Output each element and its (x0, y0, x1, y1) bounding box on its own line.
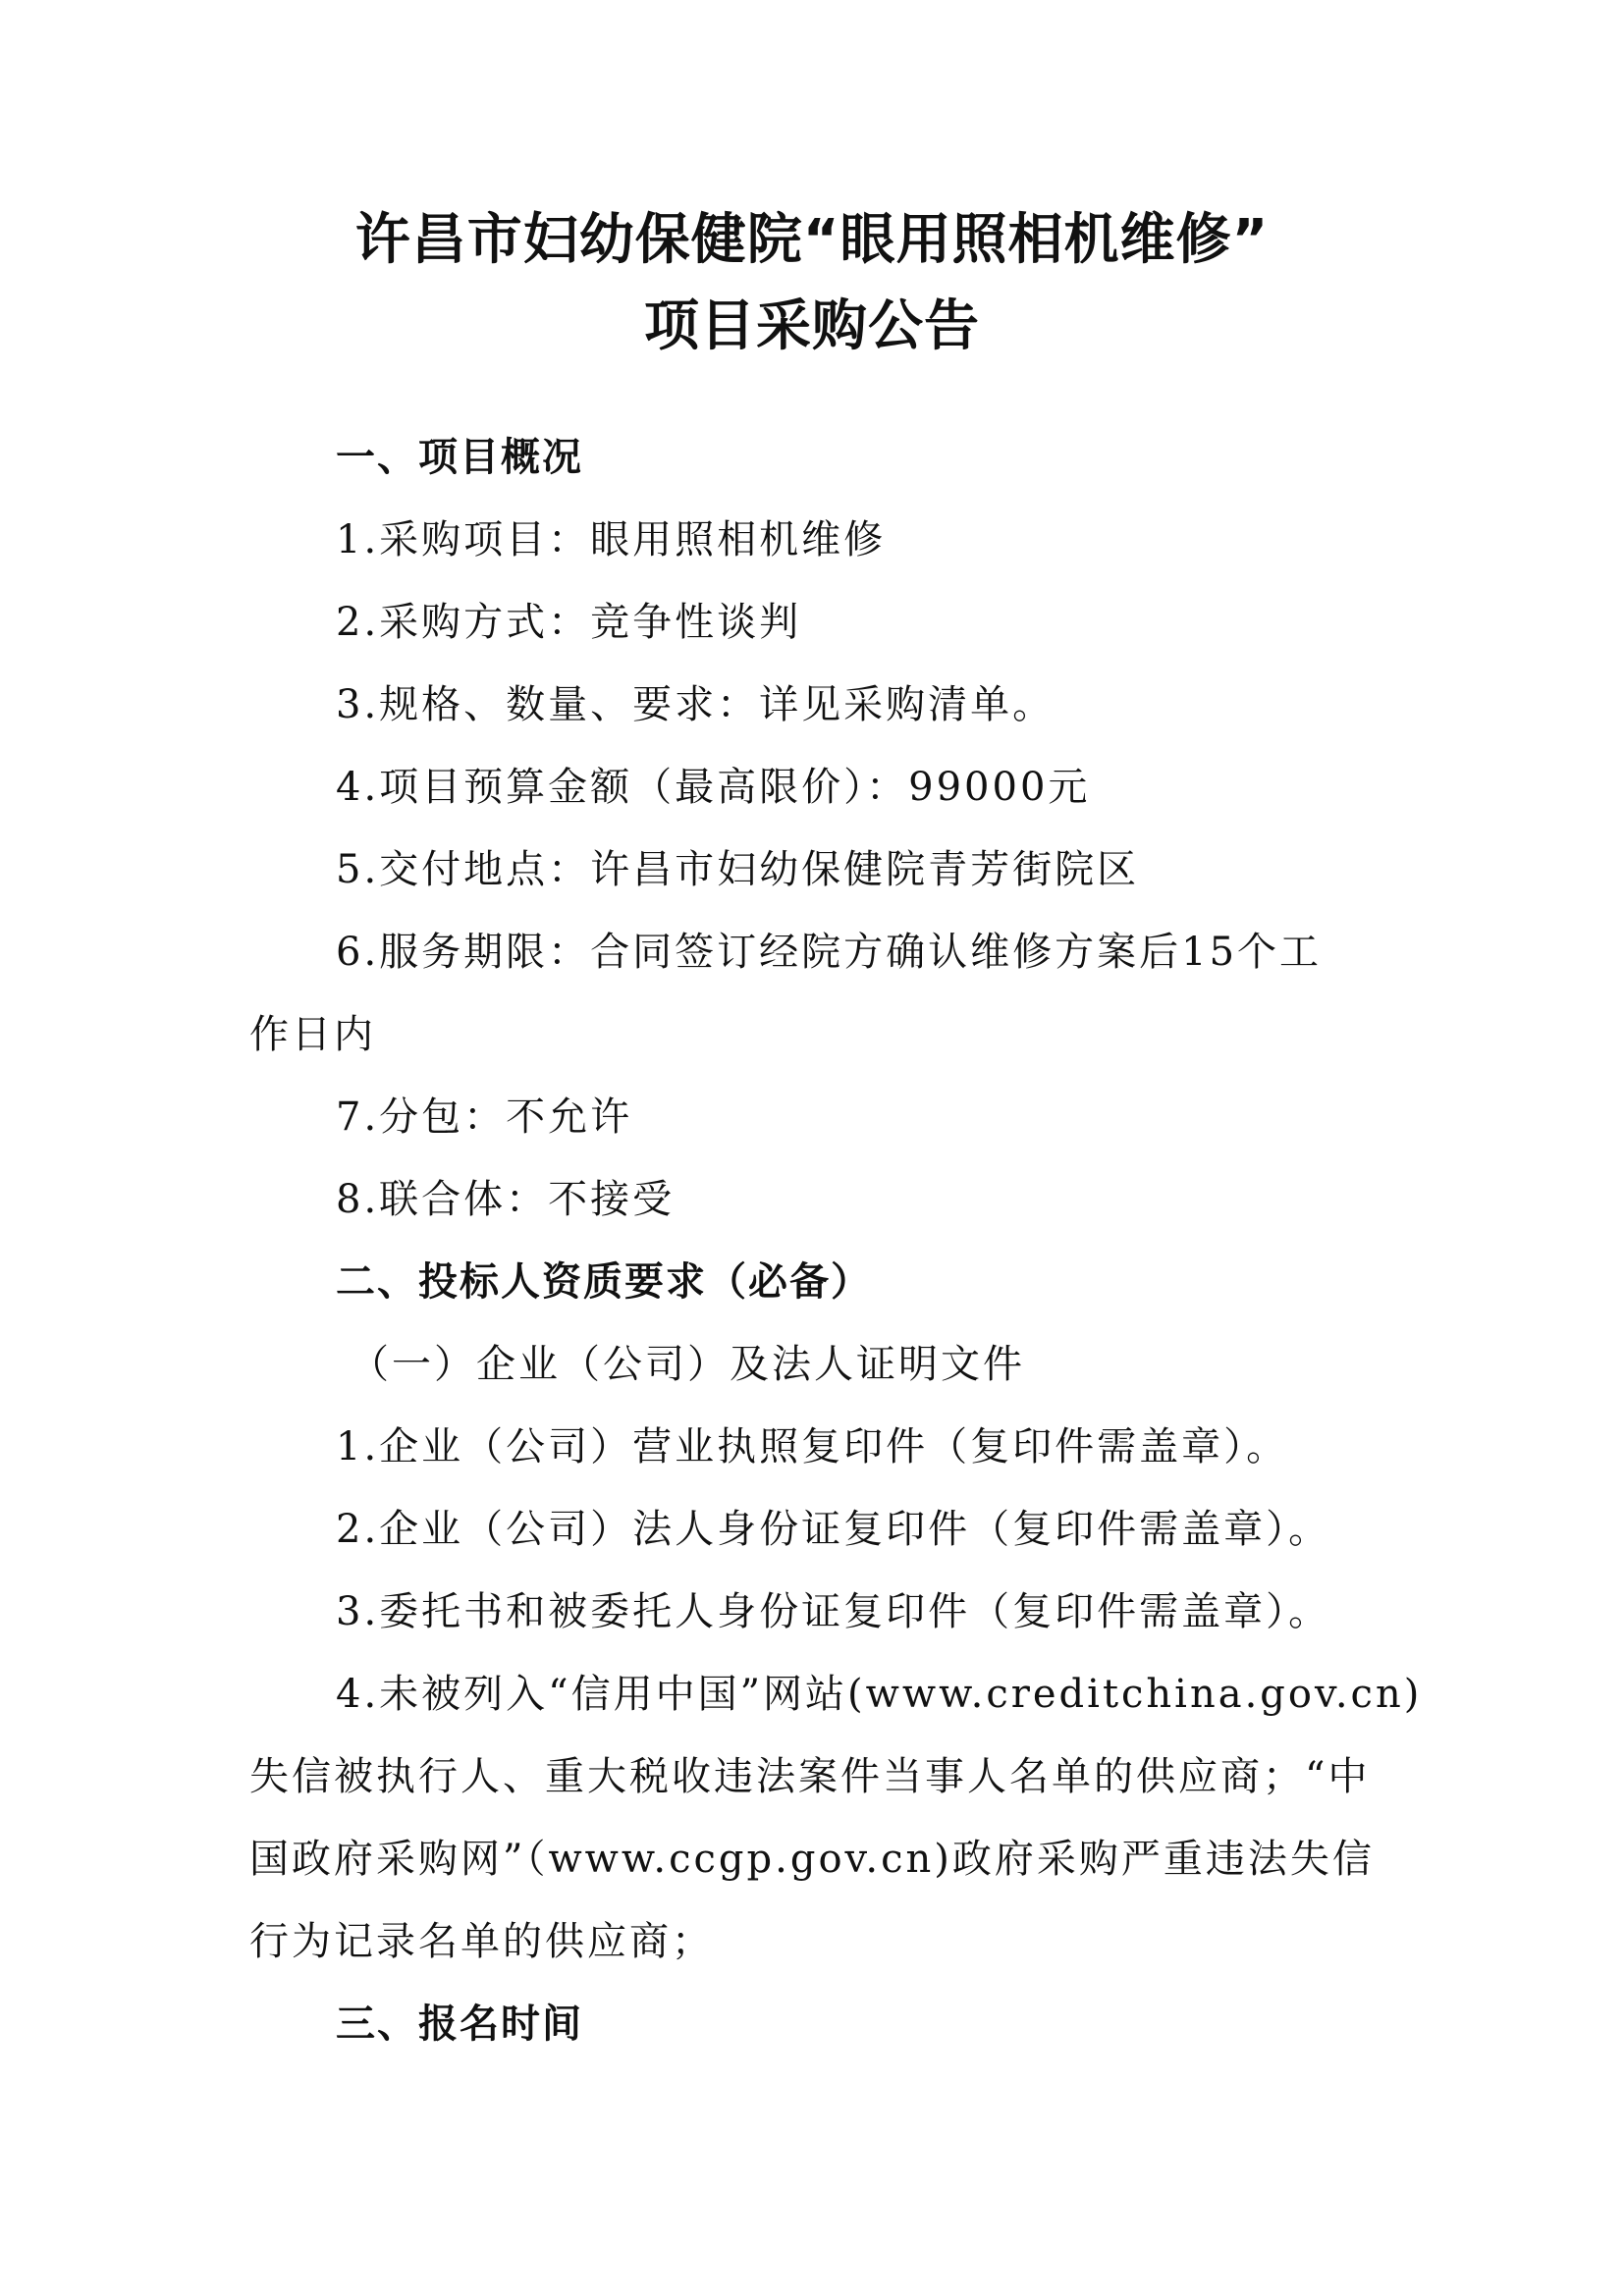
item-consortium: 8.联合体：不接受 (336, 1177, 676, 1222)
document-title-line-1: 许昌市妇幼保健院“眼用照相机维修” (354, 208, 1270, 272)
item-legal-person-id: 2.企业（公司）法人身份证复印件（复印件需盖章）。 (336, 1507, 1331, 1552)
item-procurement-project: 1.采购项目：眼用照相机维修 (336, 517, 887, 562)
subheading-company-documents: （一）企业（公司）及法人证明文件 (350, 1342, 1025, 1387)
item-budget: 4.项目预算金额（最高限价）：99000元 (336, 765, 1091, 810)
section-heading-overview: 一、项目概况 (336, 435, 583, 480)
document-title-line-2: 项目采购公告 (644, 294, 980, 358)
item-service-period-continued: 作日内 (249, 1012, 376, 1057)
item-credit-check-continued-2: 国政府采购网”（www.ccgp.gov.cn)政府采购严重违法失信 (249, 1837, 1375, 1882)
item-service-period: 6.服务期限：合同签订经院方确认维修方案后15个工 (336, 930, 1323, 975)
item-credit-check: 4.未被列入“信用中国”网站(www.creditchina.gov.cn) (336, 1672, 1423, 1717)
item-delivery-location: 5.交付地点：许昌市妇幼保健院青芳街院区 (336, 847, 1140, 892)
item-procurement-method: 2.采购方式：竞争性谈判 (336, 600, 802, 645)
item-credit-check-continued-3: 行为记录名单的供应商； (249, 1919, 714, 1964)
item-credit-check-continued-1: 失信被执行人、重大税收违法案件当事人名单的供应商；“中 (249, 1754, 1371, 1799)
item-business-license: 1.企业（公司）营业执照复印件（复印件需盖章）。 (336, 1424, 1289, 1469)
item-subcontracting: 7.分包：不允许 (336, 1095, 633, 1140)
section-heading-qualifications: 二、投标人资质要求（必备） (336, 1259, 872, 1305)
item-authorization-letter: 3.委托书和被委托人身份证复印件（复印件需盖章）。 (336, 1589, 1331, 1634)
section-heading-registration-time: 三、报名时间 (336, 2002, 583, 2047)
item-specifications: 3.规格、数量、要求：详见采购清单。 (336, 682, 1056, 727)
